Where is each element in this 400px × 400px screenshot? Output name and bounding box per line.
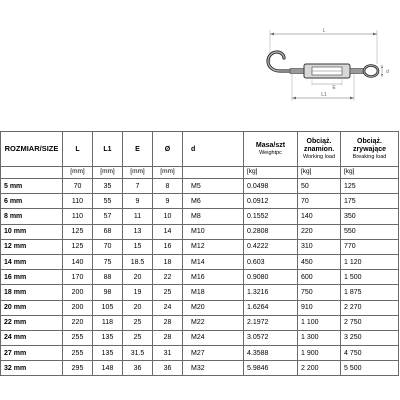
cell-E: 25 [123, 315, 153, 330]
cell-mass: 0.1552 [244, 209, 298, 224]
unit-cell: [mm] [153, 167, 183, 179]
cell-size: 32 mm [1, 361, 63, 376]
table-row [1, 209, 399, 224]
cell-working-load: 2 200 [298, 361, 341, 376]
cell-mass: 5.9846 [244, 361, 298, 376]
cell-L1: 70 [93, 239, 123, 254]
cell-breaking-load: 5 500 [341, 361, 399, 376]
table-row [1, 224, 399, 239]
cell-E: 25 [123, 330, 153, 345]
cell-breaking-load: 175 [341, 194, 399, 209]
cell-diameter: 28 [153, 330, 183, 345]
header-mass-en: Weightpc [259, 149, 282, 156]
cell-d: M12 [183, 239, 244, 254]
header-working-load [298, 132, 341, 167]
cell-size: 22 mm [1, 315, 63, 330]
table-row [1, 270, 399, 285]
table-row [1, 239, 399, 254]
cell-d: M24 [183, 330, 244, 345]
cell-working-load: 310 [298, 239, 341, 254]
dimension-E-label: E [332, 85, 336, 91]
cell-L: 125 [63, 239, 93, 254]
cell-L1: 35 [93, 179, 123, 194]
cell-mass: 3.0572 [244, 330, 298, 345]
unit-cell: [mm] [123, 167, 153, 179]
cell-L1: 88 [93, 270, 123, 285]
cell-diameter: 16 [153, 239, 183, 254]
turnbuckle-hook-eye-icon [232, 22, 392, 122]
cell-L: 140 [63, 254, 93, 269]
cell-d: M32 [183, 361, 244, 376]
cell-E: 9 [123, 194, 153, 209]
cell-size: 8 mm [1, 209, 63, 224]
cell-L: 220 [63, 315, 93, 330]
header-L: L [63, 132, 93, 167]
cell-d: M18 [183, 285, 244, 300]
unit-cell: [kg] [244, 167, 298, 179]
cell-E: 18.5 [123, 254, 153, 269]
cell-working-load: 600 [298, 270, 341, 285]
table-row [1, 254, 399, 269]
cell-d: M8 [183, 209, 244, 224]
header-working-load-pl2: znamion. [303, 145, 335, 153]
cell-E: 13 [123, 224, 153, 239]
cell-L: 125 [63, 224, 93, 239]
cell-working-load: 1 300 [298, 330, 341, 345]
cell-diameter: 18 [153, 254, 183, 269]
header-d: d [183, 132, 244, 167]
cell-E: 20 [123, 300, 153, 315]
cell-size: 10 mm [1, 224, 63, 239]
cell-L1: 118 [93, 315, 123, 330]
cell-E: 31.5 [123, 346, 153, 361]
table-row [1, 300, 399, 315]
cell-d: M27 [183, 346, 244, 361]
table-units-row [1, 167, 399, 179]
cell-L1: 105 [93, 300, 123, 315]
cell-diameter: 14 [153, 224, 183, 239]
size-spec-table [0, 131, 399, 376]
cell-size: 27 mm [1, 346, 63, 361]
table-row [1, 330, 399, 345]
unit-cell: [kg] [341, 167, 399, 179]
cell-mass: 4.3588 [244, 346, 298, 361]
unit-cell: [mm] [93, 167, 123, 179]
cell-L: 255 [63, 330, 93, 345]
cell-working-load: 910 [298, 300, 341, 315]
cell-breaking-load: 4 750 [341, 346, 399, 361]
cell-breaking-load: 1 500 [341, 270, 399, 285]
cell-size: 16 mm [1, 270, 63, 285]
cell-size: 5 mm [1, 179, 63, 194]
cell-diameter: 8 [153, 179, 183, 194]
cell-breaking-load: 770 [341, 239, 399, 254]
cell-breaking-load: 350 [341, 209, 399, 224]
cell-size: 6 mm [1, 194, 63, 209]
cell-E: 15 [123, 239, 153, 254]
cell-d: M5 [183, 179, 244, 194]
header-L1: L1 [93, 132, 123, 167]
header-E: E [123, 132, 153, 167]
cell-L1: 135 [93, 330, 123, 345]
cell-working-load: 70 [298, 194, 341, 209]
unit-cell: [kg] [298, 167, 341, 179]
cell-L: 70 [63, 179, 93, 194]
cell-E: 36 [123, 361, 153, 376]
cell-d: M6 [183, 194, 244, 209]
cell-mass: 0.2808 [244, 224, 298, 239]
cell-working-load: 1 100 [298, 315, 341, 330]
cell-mass: 0.4222 [244, 239, 298, 254]
cell-L: 200 [63, 285, 93, 300]
cell-E: 20 [123, 270, 153, 285]
cell-mass: 1.6264 [244, 300, 298, 315]
dimension-L-label: L [322, 28, 326, 34]
table-row [1, 315, 399, 330]
cell-diameter: 28 [153, 315, 183, 330]
table-header-row [1, 132, 399, 167]
cell-d: M14 [183, 254, 244, 269]
header-mass [244, 132, 298, 167]
cell-breaking-load: 1 120 [341, 254, 399, 269]
header-breaking-load-pl2: zrywające [352, 145, 387, 153]
dimension-d-label: d [386, 69, 389, 75]
header-diameter: Ø [153, 132, 183, 167]
cell-working-load: 1 900 [298, 346, 341, 361]
cell-L: 110 [63, 194, 93, 209]
cell-breaking-load: 3 250 [341, 330, 399, 345]
cell-size: 14 mm [1, 254, 63, 269]
cell-d: M16 [183, 270, 244, 285]
cell-breaking-load: 2 270 [341, 300, 399, 315]
cell-mass: 0.603 [244, 254, 298, 269]
cell-mass: 1.3216 [244, 285, 298, 300]
header-working-load-en: Working load [303, 153, 335, 160]
cell-L1: 148 [93, 361, 123, 376]
cell-E: 19 [123, 285, 153, 300]
unit-cell [183, 167, 244, 179]
cell-working-load: 450 [298, 254, 341, 269]
cell-diameter: 22 [153, 270, 183, 285]
table-row [1, 194, 399, 209]
cell-mass: 0.0498 [244, 179, 298, 194]
cell-mass: 0.9080 [244, 270, 298, 285]
cell-mass: 2.1972 [244, 315, 298, 330]
cell-diameter: 9 [153, 194, 183, 209]
header-breaking-load-en: Breaking load [352, 153, 387, 160]
cell-L1: 98 [93, 285, 123, 300]
cell-d: M22 [183, 315, 244, 330]
header-breaking-load-pl1: Obciąż. [357, 137, 382, 145]
cell-working-load: 220 [298, 224, 341, 239]
header-size: ROZMIAR/SIZE [1, 132, 63, 167]
cell-E: 11 [123, 209, 153, 224]
cell-E: 7 [123, 179, 153, 194]
table-row [1, 179, 399, 194]
turnbuckle-drawing [232, 22, 392, 122]
cell-working-load: 750 [298, 285, 341, 300]
cell-working-load: 50 [298, 179, 341, 194]
cell-size: 24 mm [1, 330, 63, 345]
header-mass-pl: Masa/szt [255, 141, 286, 149]
cell-working-load: 140 [298, 209, 341, 224]
cell-breaking-load: 2 750 [341, 315, 399, 330]
cell-breaking-load: 550 [341, 224, 399, 239]
cell-d: M20 [183, 300, 244, 315]
cell-diameter: 36 [153, 361, 183, 376]
cell-breaking-load: 1 875 [341, 285, 399, 300]
cell-d: M10 [183, 224, 244, 239]
cell-breaking-load: 125 [341, 179, 399, 194]
cell-L1: 135 [93, 346, 123, 361]
cell-size: 18 mm [1, 285, 63, 300]
cell-diameter: 10 [153, 209, 183, 224]
cell-L: 295 [63, 361, 93, 376]
header-breaking-load [341, 132, 399, 167]
cell-size: 20 mm [1, 300, 63, 315]
cell-L1: 55 [93, 194, 123, 209]
header-working-load-pl1: Obciąż. [306, 137, 332, 145]
unit-cell [1, 167, 63, 179]
cell-diameter: 31 [153, 346, 183, 361]
cell-L: 255 [63, 346, 93, 361]
cell-diameter: 25 [153, 285, 183, 300]
cell-L: 200 [63, 300, 93, 315]
dimension-L1-label: L1 [321, 92, 327, 98]
cell-L1: 57 [93, 209, 123, 224]
unit-cell: [mm] [63, 167, 93, 179]
cell-L1: 75 [93, 254, 123, 269]
table-row [1, 346, 399, 361]
cell-L: 110 [63, 209, 93, 224]
cell-size: 12 mm [1, 239, 63, 254]
table-row [1, 361, 399, 376]
cell-L1: 68 [93, 224, 123, 239]
cell-diameter: 24 [153, 300, 183, 315]
table-row [1, 285, 399, 300]
cell-L: 170 [63, 270, 93, 285]
cell-mass: 0.0912 [244, 194, 298, 209]
